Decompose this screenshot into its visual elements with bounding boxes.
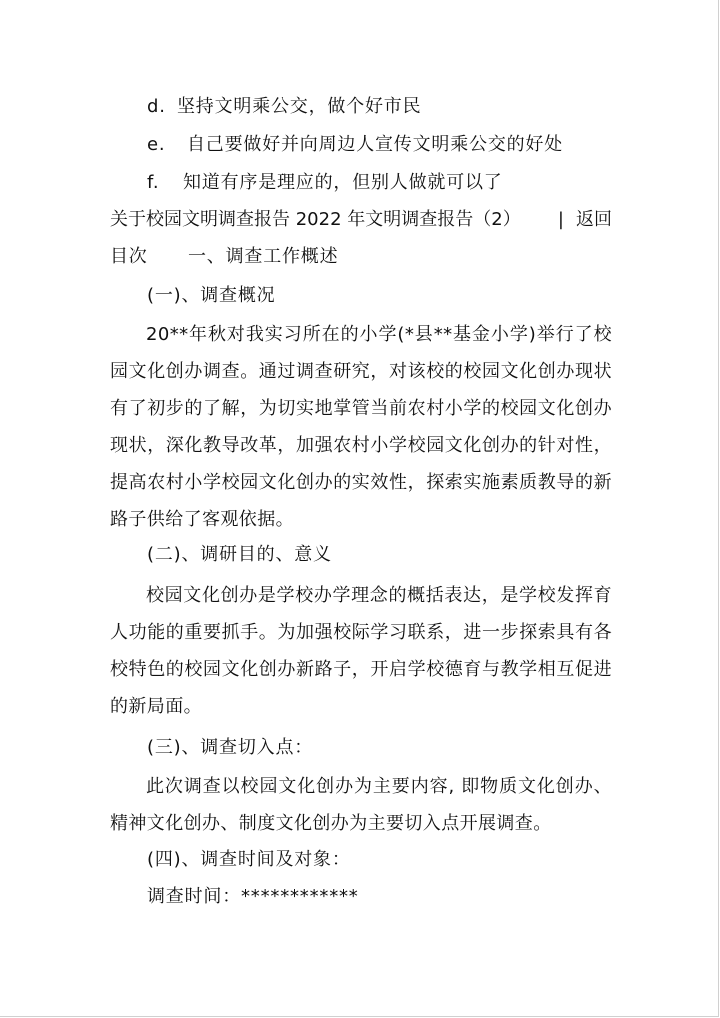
paragraph: 20**年秋对我实习所在的小学(*县**基金小学)举行了校园文化创办调查。通过调查研究，对该校的校园文化创办现状有了初步的了解，为切实地掌管当前农村小学的校园文化创办现状，深化教导改革，加强农村小学校园文化创办的针对性，提高农村小学校园文化创办的实效性，探索实施素质教导的新路子供给了客观依据。 [110, 324, 612, 530]
section-heading: (四)、调查时间及对象： [147, 849, 351, 870]
report-title: 关于校园文明调查报告 2022 年文明调查报告（2） [110, 209, 521, 230]
paragraph: 校园文化创办是学校办学理念的概括表达，是学校发挥育人功能的重要抓手。为加强校际学习联系，进一步探索具有各校特色的校园文化创办新路子，开启学校德育与教学相互促进的新局面。 [110, 585, 612, 717]
section-heading: (三)、调查切入点： [147, 737, 314, 758]
toc-label[interactable]: 目次 [110, 246, 148, 267]
option-text: 自己要做好并向周边人宣传文明乘公交的好处 [187, 134, 563, 155]
option-e [147, 133, 563, 157]
back-nav [558, 208, 612, 232]
option-d [147, 95, 421, 119]
nav-separator: | [557, 209, 564, 230]
option-letter: d. [147, 96, 166, 117]
paragraph: 此次调查以校园文化创办为主要内容, 即物质文化创办、精神文化创办、制度文化创办为主要切入点开展调查。 [110, 776, 612, 834]
back-link[interactable]: 返回 [576, 209, 612, 230]
section-heading: (一)、调查概况 [147, 285, 276, 306]
section-heading: (二)、调研目的、意义 [147, 544, 332, 565]
survey-time: 调查时间：************ [147, 886, 359, 907]
section-heading-main: 一、调查工作概述 [188, 246, 339, 267]
option-f [147, 171, 503, 195]
option-letter: f. [147, 172, 160, 193]
toc-row [110, 245, 338, 269]
option-text: 知道有序是理应的，但别人做就可以了 [183, 172, 503, 193]
option-letter: e. [147, 134, 166, 155]
report-title-row [110, 208, 612, 232]
option-text: 坚持文明乘公交，做个好市民 [177, 96, 422, 117]
